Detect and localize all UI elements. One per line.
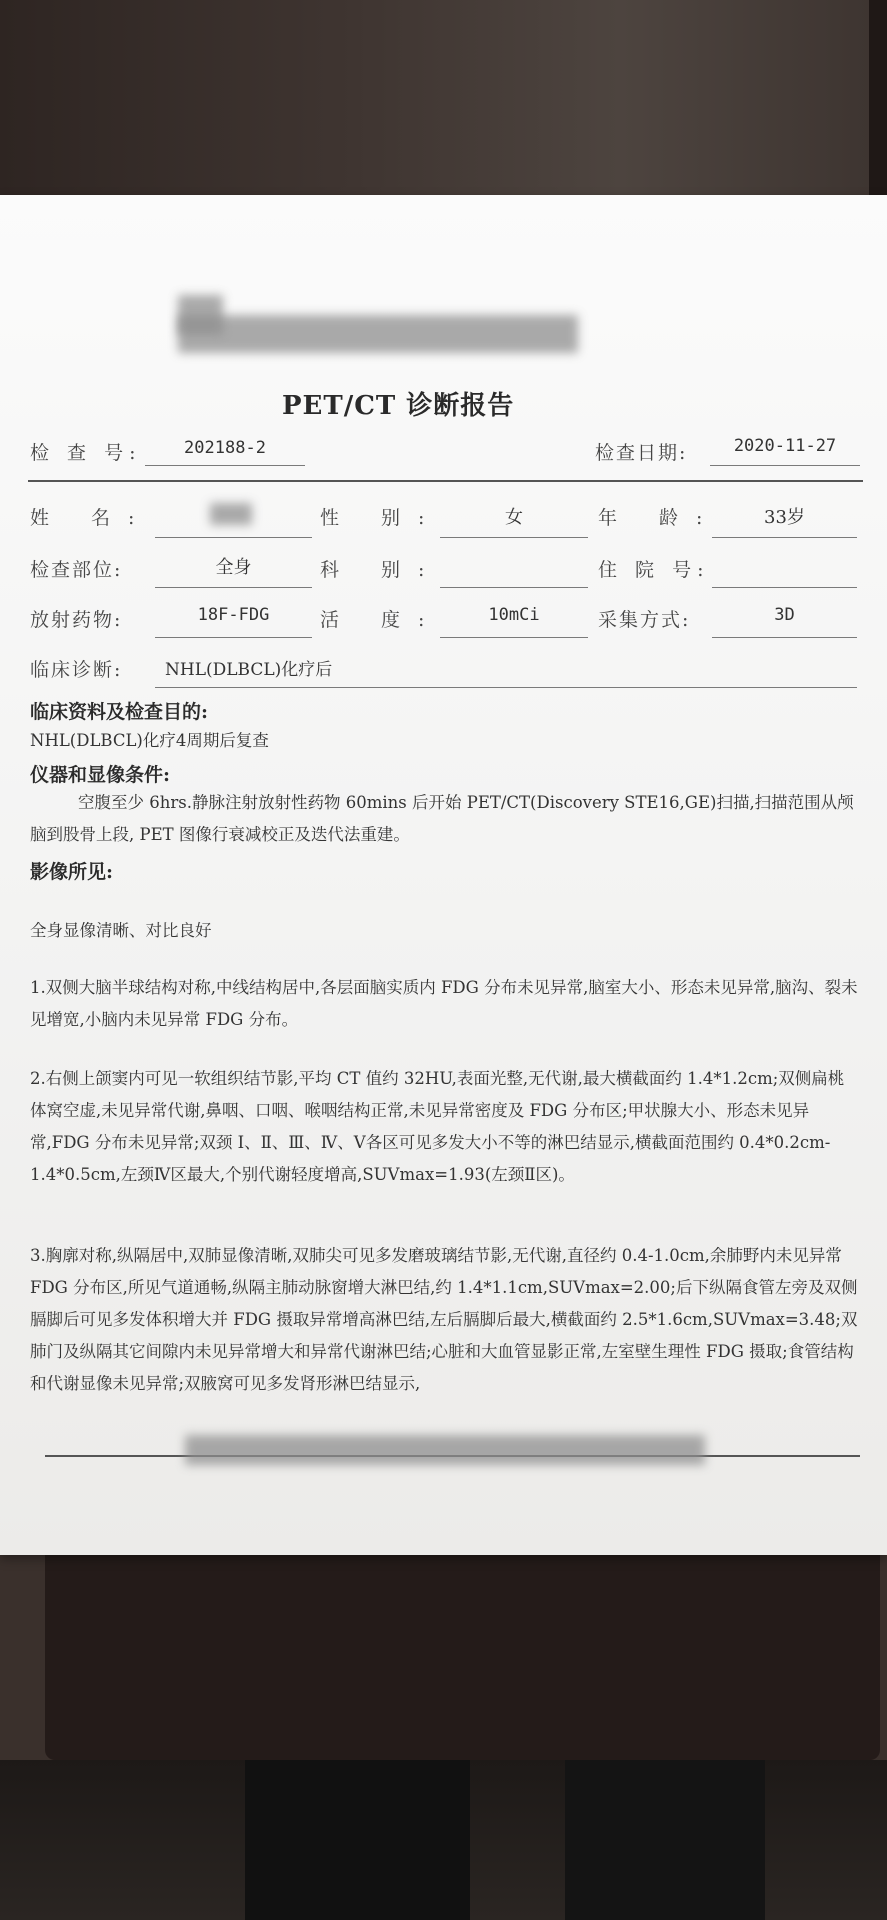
activity-underline <box>440 637 588 638</box>
redacted-hospital-mark <box>178 295 223 335</box>
sex-value: 女 <box>505 507 523 528</box>
method-underline <box>712 637 857 638</box>
clinical-value: NHL(DLBCL)化疗后 <box>165 660 333 680</box>
exam-date-value: 2020-11-27 <box>733 436 837 456</box>
section-clinical-heading: 临床资料及检查目的: <box>30 701 209 723</box>
part-underline <box>155 587 312 588</box>
name-label: 姓 名: <box>30 507 153 529</box>
exam-no-underline <box>145 465 305 466</box>
section-equipment-text: 空腹至少 6hrs.静脉注射放射性药物 60mins 后开始 PET/CT(Discovery STE16,GE)扫描,扫描范围从颅脑到股骨上段, PET 图像行衰减校正及迭代法重建。 <box>30 793 854 844</box>
person-leg-right <box>565 1760 765 1920</box>
background-edge <box>869 0 887 215</box>
report-paper <box>0 195 887 1555</box>
part-label: 检查部位: <box>30 559 123 581</box>
drug-label: 放射药物: <box>30 609 123 631</box>
admission-underline <box>712 587 857 588</box>
background-wall <box>0 0 887 215</box>
admission-label: 住 院 号: <box>598 559 710 581</box>
method-label: 采集方式: <box>598 609 691 631</box>
exam-no-value: 202188-2 <box>184 438 266 458</box>
report-title: PET/CT 诊断报告 <box>282 391 515 421</box>
clinical-underline <box>155 687 857 688</box>
clinical-label: 临床诊断: <box>30 659 123 681</box>
age-underline <box>712 537 857 538</box>
dept-label: 科 别: <box>320 559 443 581</box>
exam-date-label: 检查日期: <box>595 442 688 464</box>
drug-underline <box>155 637 312 638</box>
sex-underline <box>440 537 588 538</box>
sex-label: 性 别: <box>320 507 443 529</box>
findings-paragraph-2: 2.右侧上颌窦内可见一软组织结节影,平均 CT 值约 32HU,表面光整,无代谢,最大横截面约 1.4*1.2cm;双侧扁桃体窝空虚,未见异常代谢,鼻咽、口咽、喉咽结构正常,未见异常密度及 FDG 分布区;甲状腺大小、形态未见异常,FDG 分布未见异常;双颈 Ⅰ、Ⅱ、Ⅲ、Ⅳ、Ⅴ各区可见多发大小不等的淋巴结显示,横截面范围约 0.4*0.2cm-1.4*0.5cm,左颈Ⅳ区最大,个别代谢轻度增高,SUVmax=1.93(左颈Ⅱ区)。 <box>30 1069 845 1184</box>
activity-value: 10mCi <box>488 605 540 625</box>
age-value: 33岁 <box>764 507 805 528</box>
redacted-footer <box>185 1435 705 1465</box>
exam-no-label: 检 查 号: <box>30 442 142 464</box>
header-divider <box>28 480 863 482</box>
findings-paragraph-3: 3.胸廓对称,纵隔居中,双肺显像清晰,双肺尖可见多发磨玻璃结节影,无代谢,直径约 0.4-1.0cm,余肺野内未见异常 FDG 分布区,所见气道通畅,纵隔主肺动脉窗增大淋巴结,约 1.4*1.1cm,SUVmax=2.00;后下纵隔食管左旁及双侧膈脚后可见多发体积增大并 FDG 摄取异常增高淋巴结,左后膈脚后最大,横截面约 2.5*1.6cm,SUVmax=3.48;双肺门及纵隔其它间隙内未见异常增大和异常代谢淋巴结;心脏和大血管显影正常,左室壁生理性 FDG 摄取;食管结构和代谢显像未见异常;双腋窝可见多发肾形淋巴结显示, <box>30 1246 858 1393</box>
name-underline <box>155 537 312 538</box>
redacted-hospital-name <box>178 315 578 353</box>
method-value: 3D <box>774 605 795 625</box>
dept-underline <box>440 587 588 588</box>
part-value: 全身 <box>215 557 252 578</box>
person-leg-left <box>245 1760 470 1920</box>
drug-value: 18F-FDG <box>197 605 270 625</box>
clipboard-board <box>45 1520 880 1760</box>
exam-date-underline <box>710 465 860 466</box>
redacted-name <box>210 503 252 525</box>
findings-paragraph-1: 1.双侧大脑半球结构对称,中线结构居中,各层面脑实质内 FDG 分布未见异常,脑室大小、形态未见异常,脑沟、裂未见增宽,小脑内未见异常 FDG 分布。 <box>30 978 858 1029</box>
activity-label: 活 度: <box>320 609 443 631</box>
section-findings-heading: 影像所见: <box>30 861 114 883</box>
age-label: 年 龄: <box>598 507 721 529</box>
section-clinical-text: NHL(DLBCL)化疗4周期后复查 <box>30 731 269 750</box>
findings-summary: 全身显像清晰、对比良好 <box>30 921 212 940</box>
section-equipment-heading: 仪器和显像条件: <box>30 764 171 786</box>
